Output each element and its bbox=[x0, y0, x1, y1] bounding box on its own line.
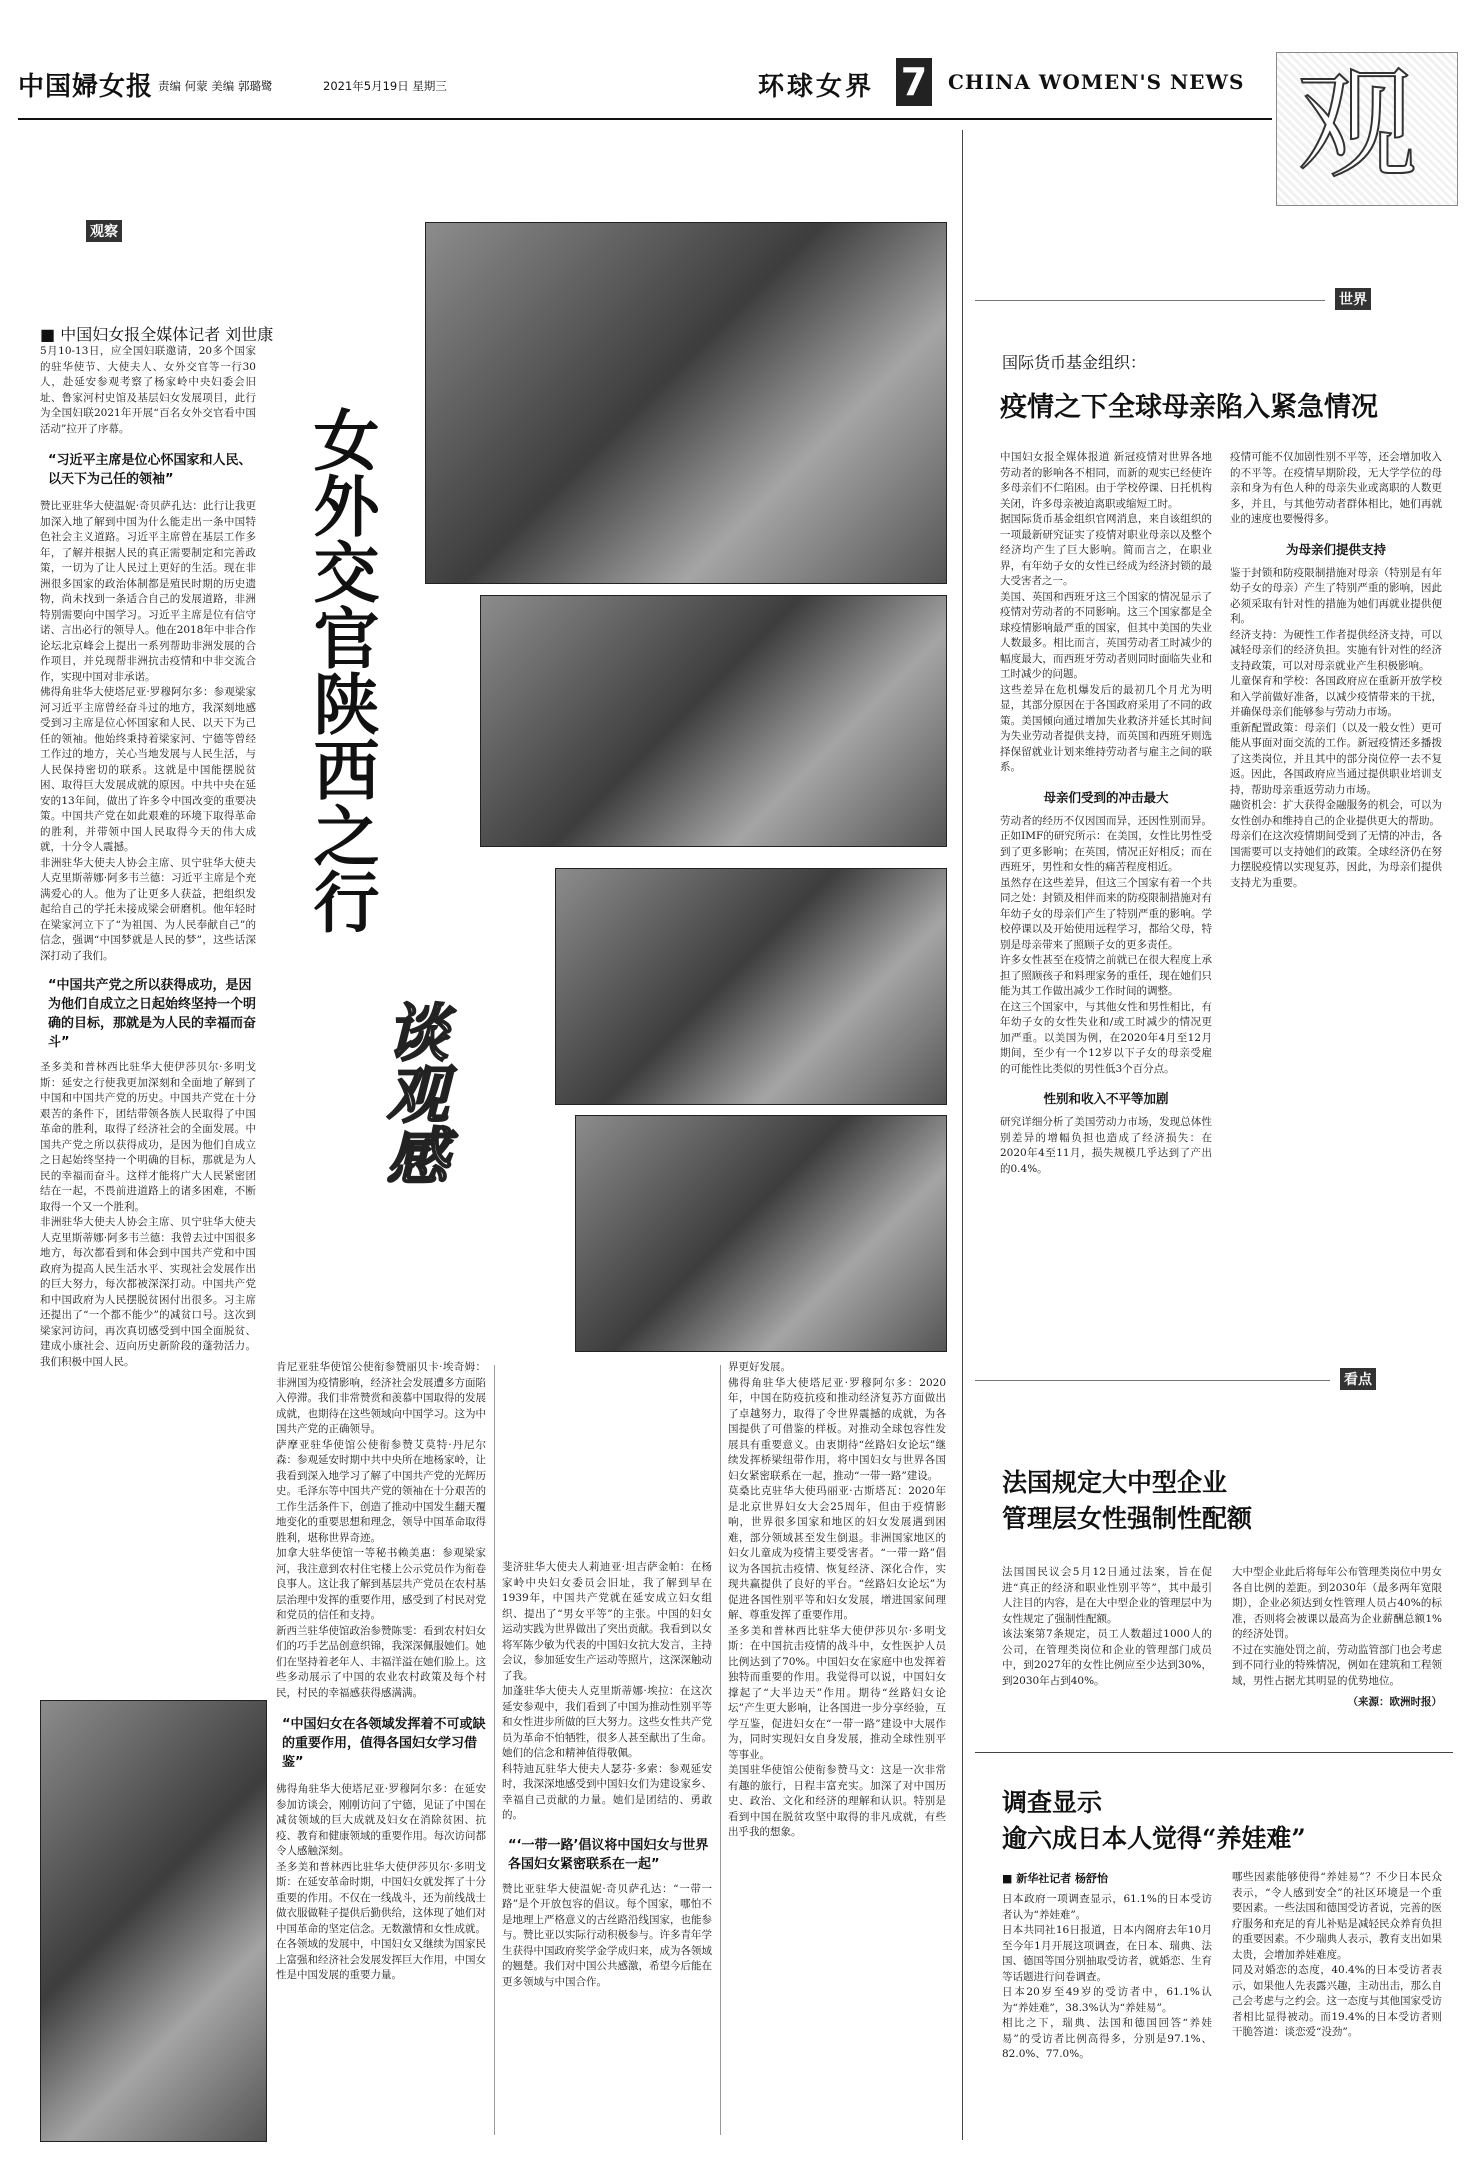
section-divider bbox=[962, 130, 963, 2140]
paragraph: 同及对婚恋的态度，40.4%的日本受访者表示，如果他人先表露兴趣，主动出击，那么自己会考虑与之约会。这一态度与其他国家受访者相比显得被动。而19.4%的日本受访者则干脆答道：谈恋爱“没劲”。 bbox=[1232, 1964, 1442, 2038]
paragraph: 斐济驻华大使夫人莉迪亚·坦吉萨金帕：在杨家岭中央妇女委员会旧址，我了解到早在1939年，中国共产党就在延安成立妇女组织、提出了“男女平等”的主张。中国的妇女运动实践为世界做出了突出贡献。我看到以女将军陈少敏为代表的中国妇女抗大发言，主持会议，参加延安生产运动等照片，这深深触动了我。 bbox=[502, 1561, 712, 1682]
section-rule bbox=[975, 300, 1325, 301]
france-column-2 bbox=[1232, 1565, 1442, 1711]
paragraph: 疫情可能不仅加剧性别不平等，还会增加收入的不平等。在疫情早期阶段，无大学学位的母亲和身为有色人种的母亲失业或离职的人数更多，并且，与其他劳动者群体相比，她们再就业的速度也要慢得多。 bbox=[1230, 451, 1442, 525]
paragraph: 圣多美和普林西比驻华大使伊莎贝尔·多明戈斯：在中国抗击疫情的战斗中，女性医护人员比例达到了70%。中国妇女在家庭中也发挥着独特而重要的作用。我觉得可以说，中国妇女撑起了“大半边天”作用。期待“丝路妇女论坛”产生更大影响，让各国进一步分享经验，互学互鉴，促进妇女在“一带一路”建设中大展作为，同时实现妇女自身发展，推动全球性别平等事业。 bbox=[728, 1624, 946, 1761]
paragraph: 萨摩亚驻华使馆公使衔参赞艾莫特·丹尼尔森：参观延安时期中共中央所在地杨家岭，让我看到深入地学习了解了中国共产党的光辉历史。毛泽东等中国共产党的领袖在十分艰苦的工作生活条件下，创造了推动中国发生翻天覆地变化的重要思想和理念，领导中国革命取得胜利，堪称世界奇迹。 bbox=[276, 1438, 486, 1544]
middle-column-b bbox=[502, 1560, 712, 1990]
paragraph: 界更好发展。 bbox=[728, 1361, 791, 1373]
paragraph: 科特迪瓦驻华大使夫人瑟芬·多索：参观延安时，我深深地感受到中国妇女们为建设家乡、幸福自己贡献的力量。她们是团结的、勇敢的。 bbox=[502, 1762, 712, 1821]
photo-handicrafts bbox=[555, 868, 947, 1105]
paragraph: 莫桑比克驻华大使玛丽亚·古斯塔瓦：2020年是北京世界妇女大会25周年，但由于疫情影响，世界很多国家和地区的妇女发展遇到困难，部分领域甚至发生倒退。非洲国家地区的妇女儿童成为疫情主要受害者。“一带一路”倡议为各国抗击疫情、恢复经济、深化合作，实现共赢提供了良好的平台。“丝路妇女论坛”为促进各国性别平等和妇女发展，增进国家间理解、尊重发挥了重要作用。 bbox=[728, 1485, 946, 1621]
masthead bbox=[18, 58, 1454, 116]
paragraph: 赞比亚驻华大使温妮·奇贝萨孔达：“一带一路”是个开放包容的倡议。每个国家，哪怕不是地理上严格意义的古丝路沿线国家，也能参与。赞比亚以实际行动积极参与。许多青年学生获得中国政府奖学金学成归来，成为各领域的翘楚。我们对中国公共感激，希望今后能在更多领域与中国合作。 bbox=[502, 1882, 712, 1988]
photo-museum-visit bbox=[480, 595, 947, 847]
imf-column-1 bbox=[1000, 450, 1212, 1177]
paragraph: 非洲驻华大使夫人协会主席、贝宁驻华大使夫人克里斯蒂娜·阿多韦兰德：我曾去过中国很多地方，每次都看到和体会到中国共产党和中国政府为提高人民生活水平、实现社会发展作出的巨大努力，每次都被深深打动。中国共产党和中国政府为人民摆脱贫困付出很多。习主席还提出了“一个都不能少”的减贫口号。这次到梁家河访问，再次真切感受到中国全面脱贫、建成小康社会、迈向历史新阶段的蓬勃活力。我们积极中国人民。 bbox=[40, 1216, 256, 1368]
page-number: 7 bbox=[896, 58, 932, 106]
tag-label: 观察 bbox=[86, 220, 122, 242]
world-tag-label: 世界 bbox=[1335, 288, 1371, 310]
paragraph: 许多女性甚至在疫情之前就已在很大程度上承担了照顾孩子和料理家务的重任，现在她们只能为其工作做出减少工作时间的调整。 bbox=[1000, 954, 1212, 997]
column-divider bbox=[720, 1365, 721, 2135]
paragraph: 非洲驻华大使夫人协会主席、贝宁驻华大使夫人克里斯蒂娜·阿多韦兰德：习近平主席是个充满爱心的人。他为了让更多人获益，把组织发起给自己的学托未接成梁会研磨机。他年轻时在梁家河立下了“为祖国、为人民奉献自己”的信念，强调“中国梦就是人民的梦”，这些话深深打动了我们。 bbox=[40, 856, 256, 962]
paragraph: 佛得角驻华大使塔尼亚·罗穆阿尔多：在延安参加访谈会，刚刚访问了宁德，见证了中国在减贫领域的巨大成就及妇女在消除贫困、抗疫、教育和健康领域的重要作用。每次访问都令人感触深刻。 bbox=[276, 1783, 486, 1857]
newspaper-logo: 中国婦女报 bbox=[18, 72, 154, 102]
pull-quote-4: “‘一带一路’倡议将中国妇女与世界各国妇女紧密联系在一起” bbox=[508, 1837, 709, 1872]
spotlight-tag bbox=[1340, 1368, 1376, 1390]
pull-quote-1: “习近平主席是位心怀国家和人民、以天下为己任的领袖” bbox=[48, 453, 252, 487]
corner-character: 观 bbox=[1297, 56, 1417, 195]
english-name: CHINA WOMEN'S NEWS bbox=[948, 70, 1245, 94]
spotlight-tag-label: 看点 bbox=[1340, 1368, 1376, 1390]
left-byline: ■ 中国妇女报全媒体记者 刘世康 bbox=[40, 325, 274, 344]
france-headline bbox=[1002, 1465, 1252, 1537]
pull-quote-3: “中国妇女在各领域发挥着不可或缺的重要作用，值得各国妇女学习借鉴” bbox=[282, 1717, 486, 1770]
photo-delegation-group bbox=[425, 222, 947, 584]
world-tag bbox=[1335, 288, 1371, 310]
middle-column-c bbox=[728, 1360, 946, 1841]
paragraph: 母亲们在这次疫情期间受到了无情的冲击，各国需要可以支持她们的政策。全球经济仍在努力摆脱疫情以实现复苏，因此，为母亲们提供支持尤为重要。 bbox=[1230, 830, 1442, 889]
paragraph: 不过在实施处罚之前，劳动监管部门也会考虑到不同行业的特殊情况，例如在建筑和工程领域，男性占据尤其明显的优势地位。 bbox=[1232, 1643, 1442, 1687]
paragraph: 日本共同社16日报道，日本内阁府去年10月至今年1月开展这项调查，在日本、瑞典、法国、德国等国分别抽取受访者，就婚恋、生育等话题进行问卷调查。 bbox=[1002, 1924, 1212, 1983]
paragraph: 重新配置政策：母亲们（以及一般女性）更可能从事面对面交流的工作。新冠疫情还多播拨了这类岗位，并且其中的部分岗位停一去不复返。因此，各国政府应当通过提供职业培训支持，帮助母亲重返劳动力市场。 bbox=[1230, 721, 1442, 796]
japan-headline bbox=[1002, 1785, 1306, 1857]
paragraph: 研究详细分析了美国劳动力市场，发现总体性别差异的增幅负担也造成了经济损失：在2020年4至11月，损失规模几乎达到了产出的0.4%。 bbox=[1000, 1116, 1212, 1175]
paragraph: 圣多美和普林西比驻华大使伊莎贝尔·多明戈斯：延安之行使我更加深刻和全面地了解到了中国和中国共产党的历史。中国共产党在十分艰苦的条件下，团结带领各族人民取得了中国革命的胜利，取得了经济社会的全面发展。中国共产党之所以获得成功，是因为他们自成立之日起始终坚持一个明确的目标，那就是为人民的幸福而奋斗。这样才能将广大人民紧密团结在一起，不畏前进道路上的诸多困难，不断取得一个又一个胜利。 bbox=[40, 1061, 256, 1213]
corner-box bbox=[1276, 52, 1458, 206]
issue-date: 2021年5月19日 星期三 bbox=[323, 79, 447, 93]
imf-headline: 疫情之下全球母亲陷入紧急情况 bbox=[1000, 392, 1378, 423]
paragraph: 经济支持：为硬性工作者提供经济支持，可以减轻母亲们的经济负担。实施有针对性的经济支持政策，可以对母亲就业产生积极影响。 bbox=[1230, 628, 1442, 672]
paragraph: 佛得角驻华大使塔尼亚·罗穆阿尔多：2020年，中国在防疫抗疫和推动经济复苏方面做出了卓越努力，取得了令世界震撼的成就，为各国提供了可借鉴的样板。对推动全球包容性发展具有重要意义。由衷期待“丝路妇女论坛”继续发挥桥梁纽带作用，将中国妇女与世界各国妇女紧密联系在一起，推动“一带一路”建设。 bbox=[728, 1376, 946, 1482]
paragraph: 在这三个国家中，与其他女性和男性相比，有年幼子女的女性失业和/或工时减少的情况更加严重。以美国为例，在2020年4月至12月期间，至少有一个12岁以下子女的母亲受雇的可能性比类似的男性低3个百分点。 bbox=[1000, 1000, 1212, 1075]
photo-papercut bbox=[575, 1115, 947, 1352]
paragraph: 佛得角驻华大使塔尼亚·罗穆阿尔多：参观梁家河习近平主席曾经奋斗过的地方，我深刻地感受到习主席是位心怀国家和人民、以天下为己任的领袖。他始终秉持着梁家河、宁德等曾经工作过的地方，关心当地发展与人民生活，与人民保持密切的联系。这就是中国能摆脱贫困、取得巨大发展成就的原因。中共中央在延安的13年间，做出了许多令中国改变的重要决策。中国共产党在如此艰难的环境下取得革命的胜利，并带领中国人民取得今天的伟大成就，十分令人震撼。 bbox=[40, 686, 256, 853]
masthead-rule bbox=[18, 118, 1272, 120]
middle-column-a bbox=[276, 1360, 486, 1984]
headline-vertical: 女外交官陕西之行 bbox=[302, 406, 380, 934]
subhead-vertical: 谈观感 bbox=[376, 1000, 449, 1186]
paragraph: 虽然存在这些差异，但这三个国家有着一个共同之处：封锁及相伴而来的防疫限制措施对有年幼子女的母亲们产生了特别严重的影响。学校停课以及开始使用远程学习，都给父母，特别是母亲带来了照顾子女的更多责任。 bbox=[1000, 876, 1212, 951]
section-rule bbox=[975, 1752, 1453, 1753]
paragraph: 加蓬驻华大使夫人克里斯蒂娜·埃拉：在这次延安参观中，我们看到了中国为推动性别平等和女性进步所做的巨大努力。这些女性共产党员为革命不怕牺牲，很多人甚至献出了生命。她们的信念和精神值得敬佩。 bbox=[502, 1685, 712, 1759]
pull-quote-2: “中国共产党之所以获得成功，是因为他们自成立之日起始终坚持一个明确的目标，那就是为人民的幸福而奋斗” bbox=[48, 978, 257, 1050]
paragraph: 相比之下，瑞典、法国和德国回答“养娃易”的受访者比例高得多，分别是97.1%、82.0%、77.0%。 bbox=[1002, 2017, 1212, 2060]
japan-headline-line1: 调查显示 bbox=[1002, 1788, 1103, 1817]
observation-tag bbox=[86, 220, 122, 242]
japan-headline-line2: 逾六成日本人觉得“养娃难” bbox=[1002, 1824, 1306, 1853]
imf-subhead-2: 性别和收入不平等加剧 bbox=[1043, 1091, 1169, 1106]
japan-column-2 bbox=[1232, 1870, 1442, 2041]
column-divider bbox=[494, 1365, 495, 2135]
paragraph: 该法案第7条规定，员工人数超过1000人的公司，在管理类岗位和企业的管理部门成员中，到2027年的女性比例应至少达到30%，到2030年占到40%。 bbox=[1002, 1628, 1212, 1687]
photo-exhibition bbox=[40, 1700, 267, 2142]
paragraph: 儿童保育和学校：各国政府应在重新开放学校和入学前做好准备，以减少疫情带来的干扰，并确保母亲们能够参与劳动力市场。 bbox=[1230, 675, 1442, 718]
japan-byline: ■ 新华社记者 杨舒怡 bbox=[1002, 1872, 1109, 1885]
paragraph: 中国妇女报全媒体报道 新冠疫情对世界各地劳动者的影响各不相同，而新的观实已经使许多母亲们不仁陷困。由于学校停课、日托机构关闭，许多母亲被迫离职或缩短工时。 bbox=[1000, 451, 1212, 510]
japan-column-1 bbox=[1002, 1870, 1212, 2063]
paragraph: 鉴于封锁和防疫限制措施对母亲（特别是有年幼子女的母亲）产生了特别严重的影响，因此必须采取有针对性的措施为她们再就业提供便利。 bbox=[1230, 566, 1442, 625]
paragraph: 加拿大驻华使馆一等秘书赖美惠：参观梁家河，我注意到农村住宅楼上公示党员作为衔卷良事人。这让我了解到基层共产党员在农村基层治理中发挥的重要作用，感受到了村民对党和党员的信任和支持。 bbox=[276, 1547, 486, 1621]
paragraph: 法国国民议会5月12日通过法案，旨在促进“真正的经济和职业性别平等”，其中最引人注目的内容，是在大中型企业的管理层中为女性规定了强制性配额。 bbox=[1002, 1566, 1212, 1625]
paragraph: 这些差异在危机爆发后的最初几个月尤为明显，其部分原因在于各国政府采用了不同的政策。美国倾向通过增加失业救济并延长其时间为失业劳动者提供支持，而英国和西班牙则选择保留就业计划来维持劳动者与雇主之间的联系。 bbox=[1000, 683, 1212, 773]
imf-kicker: 国际货币基金组织： bbox=[1002, 353, 1147, 372]
paragraph: 大中型企业此后将每年公布管理类岗位中男女各自比例的差距。到2030年（最多两年宽限期），企业必须达到女性管理人员占40%的标准，否则将会被课以最高为企业薪酬总额1%的经济处罚。 bbox=[1232, 1566, 1442, 1640]
paragraph: 日本政府一项调查显示，61.1%的日本受访者认为“养娃难”。 bbox=[1002, 1893, 1212, 1921]
paragraph: 新西兰驻华使馆政治参赞陈雯：看到农村妇女们的巧手艺品创意织锦，我深深佩服她们。她们在坚持着老年人、丰福洋溢在她们脸上。这些多动展示了中国的农业农村政策及每个村民，村民的幸福感获得感满满。 bbox=[276, 1624, 486, 1699]
news-source: （来源：欧洲时报） bbox=[1347, 1696, 1442, 1708]
section-rule bbox=[975, 1380, 1330, 1381]
paragraph: 融资机会：扩大获得金融服务的机会，可以为女性创办和维持自己的企业提供更大的帮助。 bbox=[1230, 799, 1442, 827]
paragraph: 美国驻华使馆公使衔参赞马文：这是一次非常有趣的旅行，日程丰富充实。加深了对中国历史、政治、文化和经济的理解和认识。特别是看到中国在脱贫攻坚中取得的非凡成就，有些出乎我的想象。 bbox=[728, 1764, 946, 1838]
imf-column-2 bbox=[1230, 450, 1442, 891]
paragraph: 肯尼亚驻华使馆公使衔参赞丽贝卡·埃奇姆：非洲国为疫情影响，经济社会发展遭多方面陷入停滞。我们非常赞赏和羡慕中国取得的发展成就，也期待在这些领域向中国学习。这为中国共产党的正确领导。 bbox=[276, 1361, 486, 1435]
section-title: 环球女界 bbox=[758, 72, 875, 102]
paragraph: 劳动者的经历不仅因国而异，还因性别而异。正如IMF的研究所示：在美国，女性比男性受到了更多影响；在英国，情况正好相反；而在西班牙，男性和女性的痛苦程度相近。 bbox=[1000, 814, 1212, 873]
intro-paragraph: 5月10-13日，应全国妇联邀请，20多个国家的驻华使节、大使夫人、女外交官等一行30人，赴延安参观考察了杨家岭中央妇委会旧址、鲁家河村史馆及基层妇女发展项目，此行为全国妇联2021年开展“百名女外交官看中国活动”拉开了序幕。 bbox=[40, 345, 256, 435]
left-column-text bbox=[40, 344, 256, 1370]
france-headline-line1: 法国规定大中型企业 bbox=[1002, 1468, 1228, 1497]
paragraph: 圣多美和普林西比驻华大使伊莎贝尔·多明戈斯：在延安革命时期，中国妇女就发挥了十分重要的作用。不仅在一线战斗，还为前线战士做衣服做鞋子提供后勤供给，这体现了她们对中国革命的坚定信念。无数激情和女性成就。在各领域的发展中，中国妇女又继续为国家民上富强和经济社会发展发挥巨大作用，中国女性是中国发展的重要力量。 bbox=[276, 1860, 486, 1981]
paragraph: 哪些因素能够使得“养娃易”？不少日本民众表示，“令人感到安全”的社区环境是一个重要因素。一些法国和德国受访者说，完善的医疗服务和充足的育儿补贴是减轻民众养育负担的重要因素。不少瑞典人表示，教育支出如果太贵，会增加养娃难度。 bbox=[1232, 1871, 1442, 1961]
imf-subhead-3: 为母亲们提供支持 bbox=[1285, 541, 1386, 557]
imf-subhead-1: 母亲们受到的冲击最大 bbox=[1043, 789, 1169, 805]
paragraph: 赞比亚驻华大使温妮·奇贝萨孔达：此行让我更加深入地了解到中国为什么能走出一条中国特色社会主义道路。习近平主席曾在基层工作多年，了解并根据人民的真正需要制定和完善政策，一切为了让人民过上更好的生活。现在非洲很多国家的政治体制都是殖民时期的历史遗物，尚未找到一条适合自己的发展道路，非洲特别需要向中国学习。习近平主席是位有信守诺、言出必行的领导人。他在2018年中非合作论坛北京峰会上提出一系列帮助非洲发展的合作项目，并兑现帮非洲抗击疫情和中非交流合作，实现中国对非承诺。 bbox=[40, 500, 256, 683]
paragraph: 美国、英国和西班牙这三个国家的情况显示了疫情对劳动者的不同影响。这三个国家都是全球疫情影响最严重的国家，但其中美国的失业人数最多。相比而言，英国劳动者工时减少的幅度最大，而西班牙劳动者则同时面临失业和工时减少的问题。 bbox=[1000, 590, 1212, 680]
france-headline-line2: 管理层女性强制性配额 bbox=[1002, 1504, 1253, 1533]
paragraph: 据国际货币基金组织官网消息，来自该组织的一项最新研究证实了疫情对职业母亲以及整个经济均产生了巨大影响。简而言之，在职业界，有年幼子女的女性已经成为经济封锁的最大受害者之一。 bbox=[1000, 513, 1212, 587]
france-column-1 bbox=[1002, 1565, 1212, 1689]
paragraph: 日本20岁至49岁的受访者中，61.1%认为“养娃难”，38.3%认为“养娃易”。 bbox=[1002, 1986, 1212, 2014]
editors-credit: 责编 何蒙 美编 郭璐鹭 bbox=[158, 79, 273, 93]
